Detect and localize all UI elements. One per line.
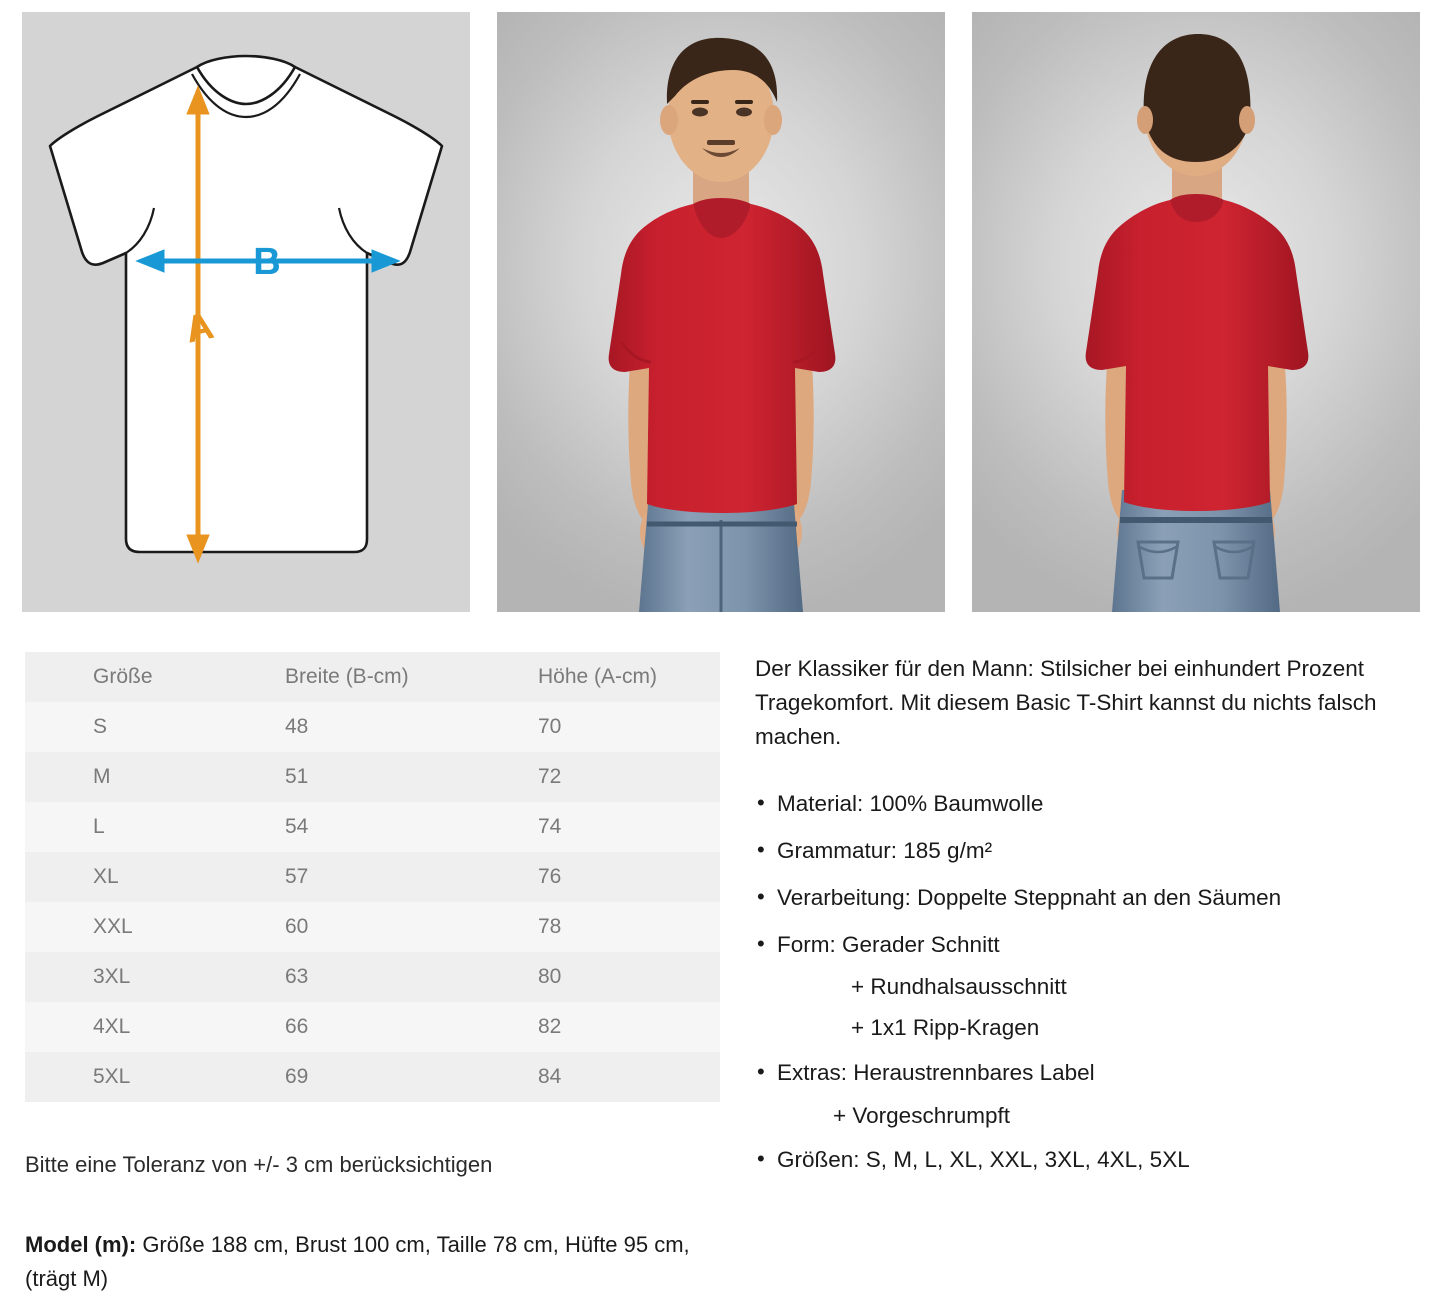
cell-width: 54 (285, 815, 309, 838)
table-row (25, 1052, 720, 1102)
model-values: Größe 188 cm, Brust 100 cm, Taille 78 cm, Hüfte 95 cm, (trägt M) (25, 1232, 690, 1292)
model-back-illustration (972, 12, 1420, 612)
table-row (25, 802, 720, 852)
size-table-head (25, 652, 720, 702)
cell-size: S (93, 715, 108, 738)
cell-size: 4XL (93, 1015, 131, 1038)
cell-height: 72 (538, 765, 562, 788)
header-height: Höhe (A-cm) (538, 665, 658, 688)
width-label-b: B (253, 241, 281, 283)
header-width: Breite (B-cm) (285, 665, 409, 688)
cell-width: 48 (285, 715, 309, 738)
cell-size: 3XL (93, 965, 131, 988)
feature-list (755, 787, 1427, 1177)
feature-form-sub-ripp: + 1x1 Ripp-Kragen (851, 1015, 1040, 1040)
product-description (755, 652, 1427, 1190)
cell-height: 84 (538, 1065, 562, 1088)
tolerance-note: Bitte eine Toleranz von +/- 3 cm berücksichtigen (25, 1152, 493, 1177)
model-back-panel (972, 12, 1420, 612)
cell-width: 57 (285, 865, 309, 888)
tshirt-technical-diagram (22, 12, 470, 612)
cell-height: 70 (538, 715, 562, 738)
cell-width: 63 (285, 965, 309, 988)
height-label-a: A (181, 304, 218, 352)
cell-width: 66 (285, 1015, 309, 1038)
model-measurements (25, 1228, 725, 1296)
cell-size: XXL (93, 915, 133, 938)
table-row (25, 952, 720, 1002)
technical-drawing-panel (22, 12, 470, 612)
cell-size: L (93, 815, 105, 838)
feature-form-sub-rundhals: + Rundhalsausschnitt (851, 974, 1067, 1000)
model-front-panel (497, 12, 945, 612)
model-front-illustration (497, 12, 945, 612)
model-label: Model (m): (25, 1232, 137, 1257)
feature-groessen: • Größen: S, M, L, XL, XXL, 3XL, 4XL, 5XL (755, 1143, 1427, 1177)
cell-height: 78 (538, 915, 562, 938)
cell-width: 60 (285, 915, 309, 938)
cell-height: 74 (538, 815, 562, 838)
product-image-strip (22, 12, 1422, 612)
feature-form: • Form: Gerader Schnitt (755, 928, 1427, 962)
cell-size: XL (93, 865, 119, 888)
feature-extras-sub-vorgeschrumpft: + Vorgeschrumpft (833, 1102, 1010, 1128)
table-row (25, 702, 720, 752)
feature-verarbeitung: • Verarbeitung: Doppelte Steppnaht an den Säumen (755, 881, 1427, 915)
table-row (25, 902, 720, 952)
description-intro: Der Klassiker für den Mann: Stilsicher bei einhundert Prozent Tragekomfort. Mit diesem Basic T-Shirt kannst du nichts falsch machen. (755, 656, 1377, 749)
cell-height: 82 (538, 1015, 562, 1038)
table-row (25, 852, 720, 902)
header-size: Größe (93, 665, 153, 688)
cell-height: 76 (538, 865, 562, 888)
feature-material: • Material: 100% Baumwolle (755, 787, 1427, 821)
cell-size: 5XL (93, 1065, 131, 1088)
table-row (25, 752, 720, 802)
cell-width: 69 (285, 1065, 309, 1088)
size-table-body (25, 702, 720, 1102)
size-table (25, 652, 720, 1102)
table-row (25, 1002, 720, 1052)
cell-width: 51 (285, 765, 309, 788)
cell-height: 80 (538, 965, 562, 988)
feature-grammatur: • Grammatur: 185 g/m² (755, 834, 1427, 868)
cell-size: M (93, 765, 111, 788)
table-header-row (25, 652, 720, 702)
feature-extras: • Extras: Heraustrennbares Label (755, 1056, 1427, 1090)
